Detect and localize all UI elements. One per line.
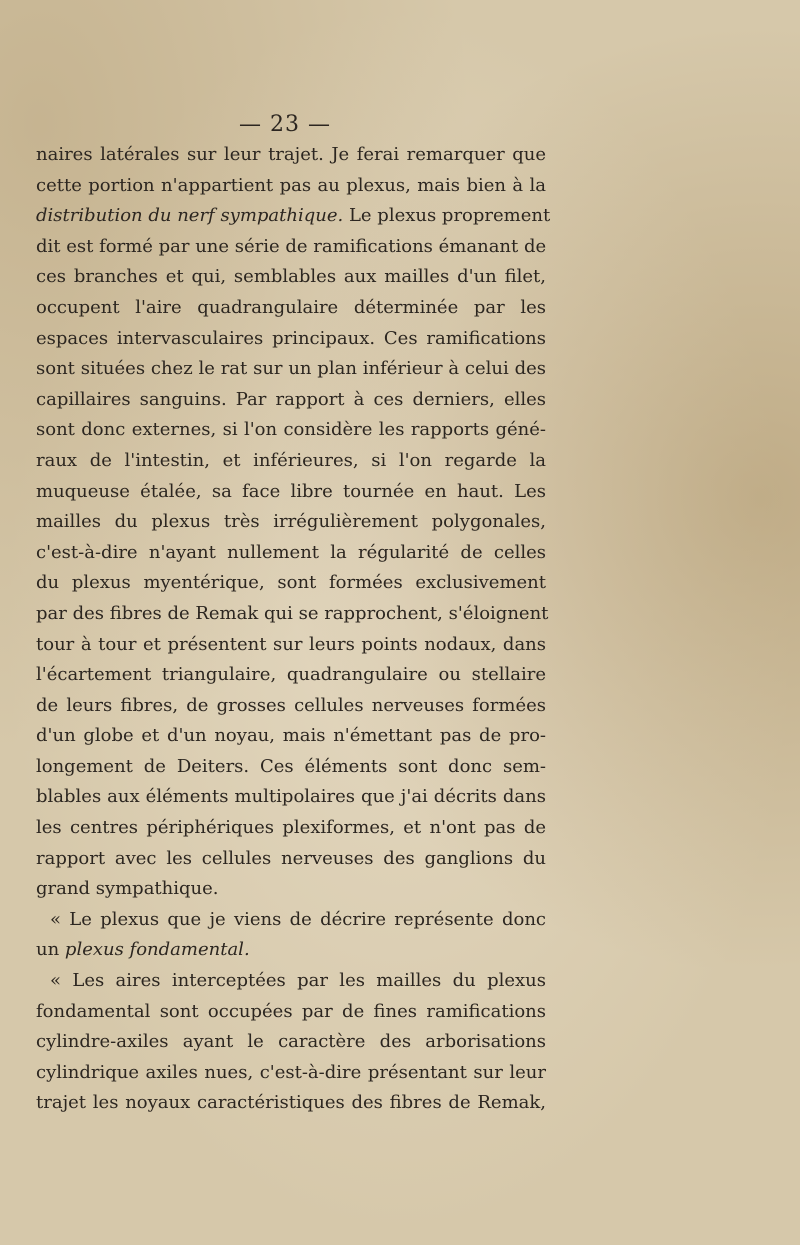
text-line: occupent l'aire quadrangulaire déterminée par les xyxy=(36,296,546,318)
text-line: raux de l'intestin, et inférieures, si l'on regarde la xyxy=(36,449,546,471)
text-line: dit est formé par une série de ramifications émanant de xyxy=(36,235,547,257)
text-line: capillaires sanguins. Par rapport à ces derniers, elles xyxy=(36,388,546,410)
text-line: muqueuse étalée, sa face libre tournée en haut. Les xyxy=(36,480,546,502)
text-line xyxy=(36,201,551,232)
text-line: naires latérales sur leur trajet. Je ferai remarquer que xyxy=(36,144,546,165)
text-line: c'est-à-dire n'ayant nullement la régularité de celles xyxy=(36,541,546,563)
text-line: fondamental sont occupées par de fines ramifications xyxy=(36,1000,546,1022)
text-line: cylindrique axiles nues, c'est-à-dire présentant sur leur xyxy=(36,1061,546,1083)
text-line: « Les aires interceptées par les mailles du plexus xyxy=(50,970,546,992)
italic-phrase: distribution du nerf sympathique. xyxy=(36,205,344,227)
text-line: grand sympathique. xyxy=(36,878,219,900)
text-line: tour à tour et présentent sur leurs points nodaux, dans xyxy=(36,633,546,655)
text-segment: Le plexus proprement xyxy=(343,205,551,227)
text-line: sont donc externes, si l'on considère les rapports géné- xyxy=(36,419,546,441)
text-line: cette portion n'appartient pas au plexus, mais bien à la xyxy=(36,174,546,196)
text-line xyxy=(36,935,546,966)
text-line: les centres périphériques plexiformes, et n'ont pas de xyxy=(36,817,546,839)
page-number: — 23 — xyxy=(239,112,331,137)
text-line: blables aux éléments multipolaires que j'ai décrits dans xyxy=(36,786,546,808)
text-line: sont situées chez le rat sur un plan inférieur à celui des xyxy=(36,358,546,380)
text-segment: un xyxy=(36,939,65,961)
text-line: du plexus myentérique, sont formées exclusivement xyxy=(36,572,546,594)
text-line: « Le plexus que je viens de décrire représente donc xyxy=(50,908,546,930)
text-line: d'un globe et d'un noyau, mais n'émettant pas de pro- xyxy=(36,725,546,747)
text-line: de leurs fibres, de grosses cellules nerveuses formées xyxy=(36,694,546,716)
text-line: trajet les noyaux caractéristiques des fibres de Remak, xyxy=(36,1092,546,1114)
text-line: cylindre-axiles ayant le caractère des arborisations xyxy=(36,1031,546,1053)
italic-phrase: plexus fondamental. xyxy=(64,939,250,961)
text-line: longement de Deiters. Ces éléments sont donc sem- xyxy=(36,755,546,777)
text-line: par des fibres de Remak qui se rapprochent, s'éloignent xyxy=(36,602,549,624)
text-line: espaces intervasculaires principaux. Ces ramifications xyxy=(36,327,546,349)
text-line: l'écartement triangulaire, quadrangulaire ou stellaire xyxy=(36,664,546,686)
text-line: mailles du plexus très irrégulièrement polygonales, xyxy=(36,511,546,533)
text-line: ces branches et qui, semblables aux mailles d'un filet, xyxy=(36,266,546,288)
text-line: rapport avec les cellules nerveuses des ganglions du xyxy=(36,847,546,869)
text-body xyxy=(36,140,551,1119)
